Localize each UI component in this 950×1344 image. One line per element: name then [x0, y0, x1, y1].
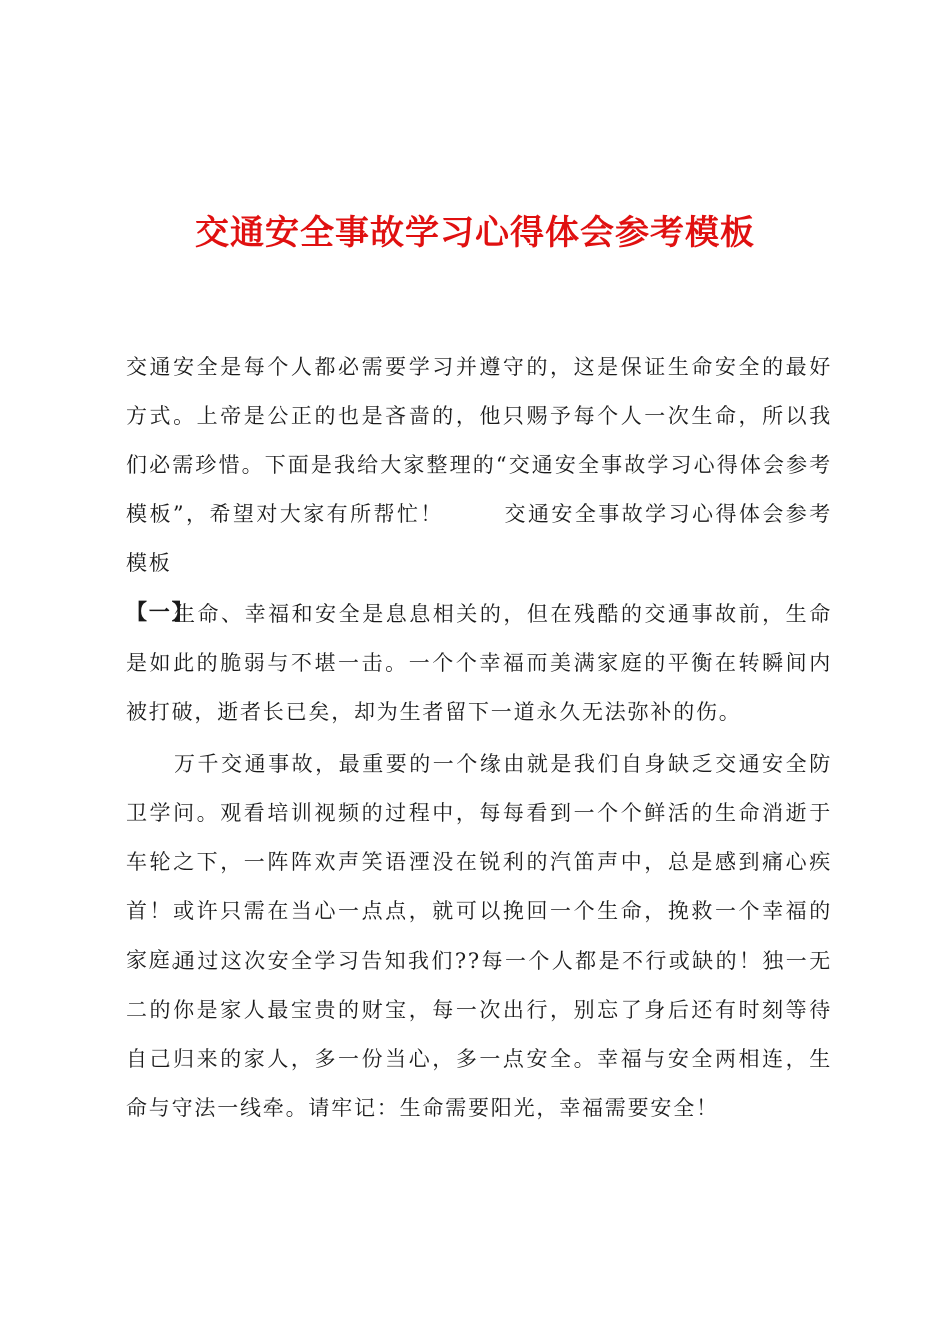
body-paragraph-3: 通过这次安全学习告知我们??每一个人都是不行或缺的！独一无二的你是家人最宝贵的财宝，每一次出行，别忘了身后还有时刻等待自己归来的家人，多一份当心，多一点安全。幸福与安全两相连，生命与守法一线牵。请牢记：生命需要阳光，幸福需要安全！: [126, 949, 832, 1120]
body-paragraph-2: 万千交通事故，最重要的一个缘由就是我们自身缺乏交通安全防卫学问。观看培训视频的过程中，每每看到一个个鲜活的生命消逝于车轮之下，一阵阵欢声笑语湮没在锐利的汽笛声中，总是感到痛心疾首！或许只需在当心一点点，就可以挽回一个生命，挽救一个幸福的家庭。: [126, 752, 832, 972]
intro-text: 交通安全是每个人都必需要学习并遵守的，这是保证生命安全的最好方式。上帝是公正的也是吝啬的，他只赐予每个人一次生命，所以我们必需珍惜。下面是我给大家整理的“交通安全事故学习心得体会参考模板”，希望对大家有所帮忙！: [126, 355, 832, 526]
section-marker: 【一】: [126, 600, 195, 624]
body-paragraph-1: 生命、幸福和安全是息息相关的，但在残酷的交通事故前，生命是如此的脆弱与不堪一击。一个个幸福而美满家庭的平衡在转瞬间内被打破，逝者长已矣，却为生者留下一道永久无法弥补的伤。: [126, 602, 832, 724]
document-title: 交通安全事故学习心得体会参考模板: [195, 212, 755, 253]
section-heading: 交通安全事故学习心得体会参考模板: [126, 502, 833, 575]
